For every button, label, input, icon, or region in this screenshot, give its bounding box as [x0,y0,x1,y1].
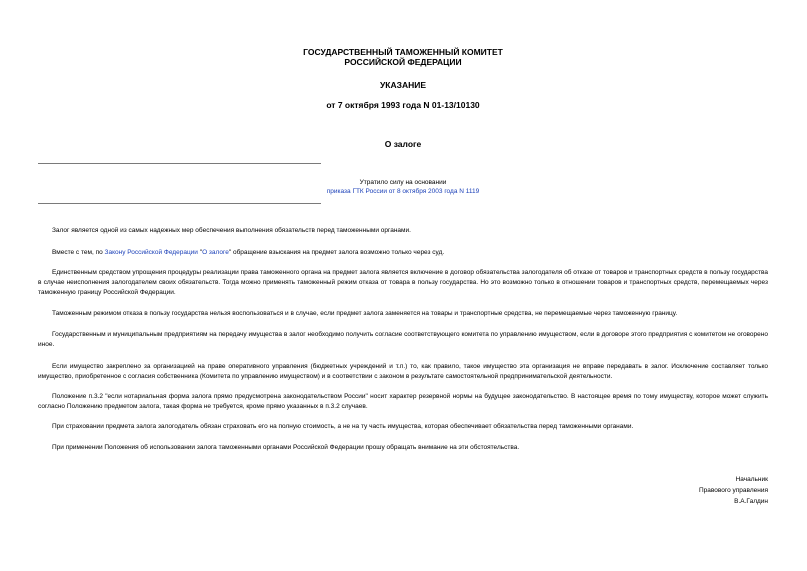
paragraph-2-text-before: Вместе с тем, по [52,249,105,256]
paragraph-2 [38,248,768,258]
order-link[interactable]: приказа ГТК России от 8 октября 2003 года N 1119 [326,188,480,195]
org-name-line2: РОССИЙСКОЙ ФЕДЕРАЦИИ [344,57,462,67]
signature-position: Начальник [735,476,768,483]
status-lost-force: Утратило силу на основании [359,179,447,186]
signature-name: В.А.Галдин [734,498,768,505]
divider-top [38,163,321,164]
paragraph-2-quote: " [197,249,203,256]
document-title: О залоге [384,139,422,149]
paragraph-6: Если имущество закреплено за организацией на праве оперативного управления (бюджетных учреждений и т.п.) то, как правило, такое имущество эта организация не вправе передавать в залог. Исключение составляет только имущество, приобретенное с согласия собственника (Комитета по управлению имуществом) и в соответствии с законом в результате самостоятельной предпринимательской деятельности. [38,363,768,380]
paragraph-1: Залог является одной из самых надежных мер обеспечения выполнения обязательств перед таможенными органами. [52,227,411,234]
paragraph-4: Таможенным режимом отказа в пользу государства нельзя воспользоваться и в случае, если предмет залога заменяется на товары и транспортные средства, не перемещаемые через таможенную границу. [52,310,678,317]
pledge-law-link[interactable]: О залоге [202,249,229,256]
status-order-line [38,187,768,196]
paragraph-8: При страховании предмета залога залогодатель обязан страховать его на полную стоимость, а не на ту часть имущества, которая обеспечивает обязательства перед таможенными органами. [52,423,634,430]
paragraph-9: При применении Положения об использовании залога таможенными органами Российской Федерации прошу обращать внимание на эти обстоятельства. [52,444,520,451]
divider-bottom [38,203,321,204]
paragraph-3: Единственным средством упрощения процедуры реализации права таможенного органа на предмет залога является включение в договор обязательства залогодателя об отказе от товаров и транспортных средств в пользу государства в случае неисполнения залогодателем своих обязательств. Тогда можно применять таможенный режим отказа от товара в пользу государства. Но это возможно только в отношении товаров и транспортных средств, перемещаемых через таможенную границу Российской Федерации. [38,269,768,296]
org-name-line1: ГОСУДАРСТВЕННЫЙ ТАМОЖЕННЫЙ КОМИТЕТ [303,47,503,57]
document-type: УКАЗАНИЕ [380,80,426,90]
paragraph-2-text-after: " обращение взыскания на предмет залога возможно только через суд. [228,249,445,256]
document-date: от 7 октября 1993 года N 01-13/10130 [326,100,480,110]
paragraph-7: Положение п.3.2 "если нотариальная форма залога прямо предусмотрена законодательством России" носит характер резервной нормы на будущее законодательство. В настоящее время по тому имуществу, которое может служить согласно Положению предметом залога, такая форма не требуется, кроме прямо указанных в п.3.2 случаев. [38,393,768,410]
law-link[interactable]: Закону Российской Федерации [104,249,198,256]
paragraph-5: Государственным и муниципальным предприятиям на передачу имущества в залог необходимо получить согласие соответствующего комитета по управлению имуществом, если в договоре этого предприятия с комитетом не оговорено иное. [38,331,768,348]
signature-department: Правового управления [699,487,768,494]
